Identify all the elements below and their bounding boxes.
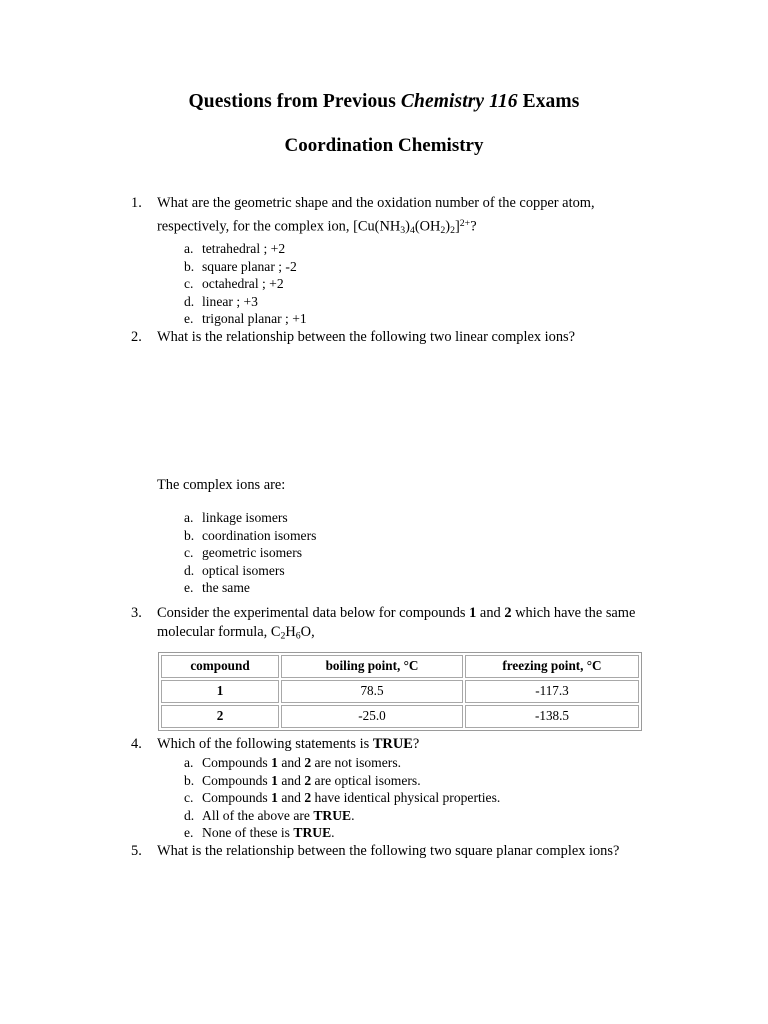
question-5-number: 5. <box>131 842 142 859</box>
document-header <box>0 90 768 158</box>
question-3 <box>0 597 768 647</box>
option-4d[interactable] <box>0 807 768 825</box>
table-row <box>161 680 639 703</box>
formula-segment: ) <box>445 218 451 234</box>
question-3-number: 3. <box>131 604 142 621</box>
option-letter: e. <box>184 580 194 596</box>
question-5 <box>0 842 768 862</box>
cell-compound: 2 <box>161 705 279 728</box>
option-text: octahedral ; +2 <box>202 276 284 292</box>
question-4 <box>0 735 768 755</box>
option-letter: e. <box>184 825 194 841</box>
option-text: geometric isomers <box>202 545 303 561</box>
compound-label-2: 2 <box>504 604 512 621</box>
emphasis-true: TRUE <box>372 735 413 752</box>
option-suffix: . <box>351 807 355 823</box>
column-header-boiling-point: boiling point, °C <box>281 655 463 678</box>
option-letter: b. <box>184 772 195 788</box>
cell-freezing-point: -138.5 <box>465 705 639 728</box>
option-bold-b: 2 <box>304 772 312 788</box>
option-text: tetrahedral ; +2 <box>202 241 286 257</box>
option-bold-a: 1 <box>271 772 278 788</box>
option-prefix: Compounds <box>202 772 272 788</box>
option-4c[interactable] <box>0 789 768 807</box>
option-prefix: Compounds <box>202 790 272 806</box>
option-4b[interactable] <box>0 772 768 790</box>
question-1-options <box>0 240 768 328</box>
option-suffix: have identical physical properties. <box>311 790 501 806</box>
option-4a[interactable] <box>0 754 768 772</box>
option-letter: a. <box>184 510 194 525</box>
formula-subscript: 3 <box>400 224 406 236</box>
option-letter: c. <box>184 276 194 292</box>
option-letter: b. <box>184 527 195 543</box>
cell-freezing-point: -117.3 <box>465 680 639 703</box>
option-2a[interactable] <box>0 509 768 527</box>
option-bold-b: 2 <box>304 790 312 806</box>
question-1-stem: What are the geometric shape and the oxidation number of the copper atom, respectively, for the complex ion, [Cu(NH <box>157 195 595 234</box>
formula-subscript: 2 <box>450 224 455 236</box>
formula-subscript: 4 <box>409 224 415 236</box>
cell-boiling-point: 78.5 <box>281 680 463 703</box>
option-bold-a: TRUE <box>293 825 332 841</box>
option-2b[interactable] <box>0 527 768 545</box>
option-mid: and <box>277 790 305 806</box>
formula-segment: ] <box>454 218 460 234</box>
option-2d[interactable] <box>0 562 768 580</box>
formula-segment: (OH <box>414 218 441 234</box>
option-prefix: Compounds <box>202 755 272 770</box>
option-bold-b: 2 <box>304 755 312 770</box>
table-row <box>161 705 639 728</box>
option-bold-a: 1 <box>271 790 278 806</box>
option-letter: b. <box>184 258 195 274</box>
column-header-freezing-point: freezing point, °C <box>465 655 639 678</box>
option-text <box>202 755 401 770</box>
option-1c[interactable] <box>0 275 768 293</box>
question-5-text: What is the relationship between the following two square planar complex ions? <box>157 842 620 859</box>
formula-segment: O, <box>300 624 315 641</box>
question-4-number: 4. <box>131 735 142 752</box>
option-4e[interactable] <box>0 824 768 842</box>
option-1d[interactable] <box>0 293 768 311</box>
option-2c[interactable] <box>0 544 768 562</box>
option-mid: and <box>277 772 305 788</box>
question-1-number: 1. <box>131 195 142 211</box>
questions-body <box>0 194 768 861</box>
formula-segment: H <box>285 624 296 641</box>
option-text <box>202 825 335 840</box>
option-text: trigonal planar ; +1 <box>202 311 307 327</box>
formula-subscript: 2 <box>280 631 286 642</box>
question-2-text: What is the relationship between the following two linear complex ions? <box>157 329 576 345</box>
option-2e[interactable] <box>0 579 768 597</box>
question-2-lead-in: The complex ions are: <box>157 476 286 493</box>
question-3-formula-lead: which have the same molecular formula, C <box>157 604 636 641</box>
experimental-data-table <box>158 652 642 731</box>
option-letter: d. <box>184 562 195 578</box>
option-text <box>202 808 355 823</box>
formula-segment: ? <box>470 218 477 234</box>
formula-subscript: 2 <box>440 224 446 236</box>
question-3-text <box>157 604 658 647</box>
option-bold-a: TRUE <box>313 807 352 823</box>
option-text: linear ; +3 <box>202 293 258 309</box>
option-suffix: are not isomers. <box>311 755 402 770</box>
question-2-number: 2. <box>131 329 142 345</box>
option-prefix: All of the above are <box>202 807 314 823</box>
question-4-options <box>0 754 768 842</box>
option-1b[interactable] <box>0 258 768 276</box>
formula-charge-superscript: 2+ <box>459 217 471 229</box>
option-letter: c. <box>184 545 194 561</box>
option-text: the same <box>202 580 250 596</box>
question-4-stem: Which of the following statements is <box>157 735 373 752</box>
option-letter: a. <box>184 755 194 770</box>
option-text: coordination isomers <box>202 527 317 543</box>
title-text-trailing: Exams <box>517 91 580 112</box>
question-2-options <box>0 495 768 597</box>
option-suffix: are optical isomers. <box>311 772 421 788</box>
option-text <box>202 773 421 788</box>
page-subtitle: Coordination Chemistry <box>284 135 484 157</box>
question-3-conjunction: and <box>476 604 505 621</box>
option-letter: a. <box>184 241 194 257</box>
option-letter: e. <box>184 311 194 327</box>
cell-boiling-point: -25.0 <box>281 705 463 728</box>
option-bold-a: 1 <box>271 755 278 770</box>
question-4-text <box>157 735 658 755</box>
title-course-name: Chemistry 116 <box>400 91 518 112</box>
option-text: linkage isomers <box>202 510 288 525</box>
question-4-terminator: ? <box>412 735 420 752</box>
question-1-text <box>157 194 658 240</box>
option-text <box>202 790 500 805</box>
page-title <box>0 90 768 113</box>
question-2-figure-placeholder <box>0 348 768 476</box>
cell-compound: 1 <box>161 680 279 703</box>
option-text: square planar ; -2 <box>202 258 297 274</box>
formula-subscript: 6 <box>295 631 301 642</box>
option-letter: d. <box>184 293 195 309</box>
data-table-container <box>0 647 768 735</box>
option-text: optical isomers <box>202 562 285 578</box>
question-2 <box>0 328 768 348</box>
option-prefix: None of these is <box>202 825 294 841</box>
column-header-compound: compound <box>161 655 279 678</box>
table-header-row <box>161 655 639 678</box>
title-text-leading: Questions from Previous <box>188 91 401 112</box>
option-letter: c. <box>184 790 194 806</box>
question-1 <box>0 194 768 240</box>
option-mid: and <box>277 755 305 770</box>
formula-segment: ) <box>405 218 410 234</box>
question-3-stem: Consider the experimental data below for compounds <box>157 604 470 621</box>
compound-label-1: 1 <box>469 604 477 621</box>
option-letter: d. <box>184 807 195 823</box>
option-1e[interactable] <box>0 310 768 328</box>
option-suffix: . <box>331 825 335 841</box>
option-1a[interactable] <box>0 240 768 258</box>
